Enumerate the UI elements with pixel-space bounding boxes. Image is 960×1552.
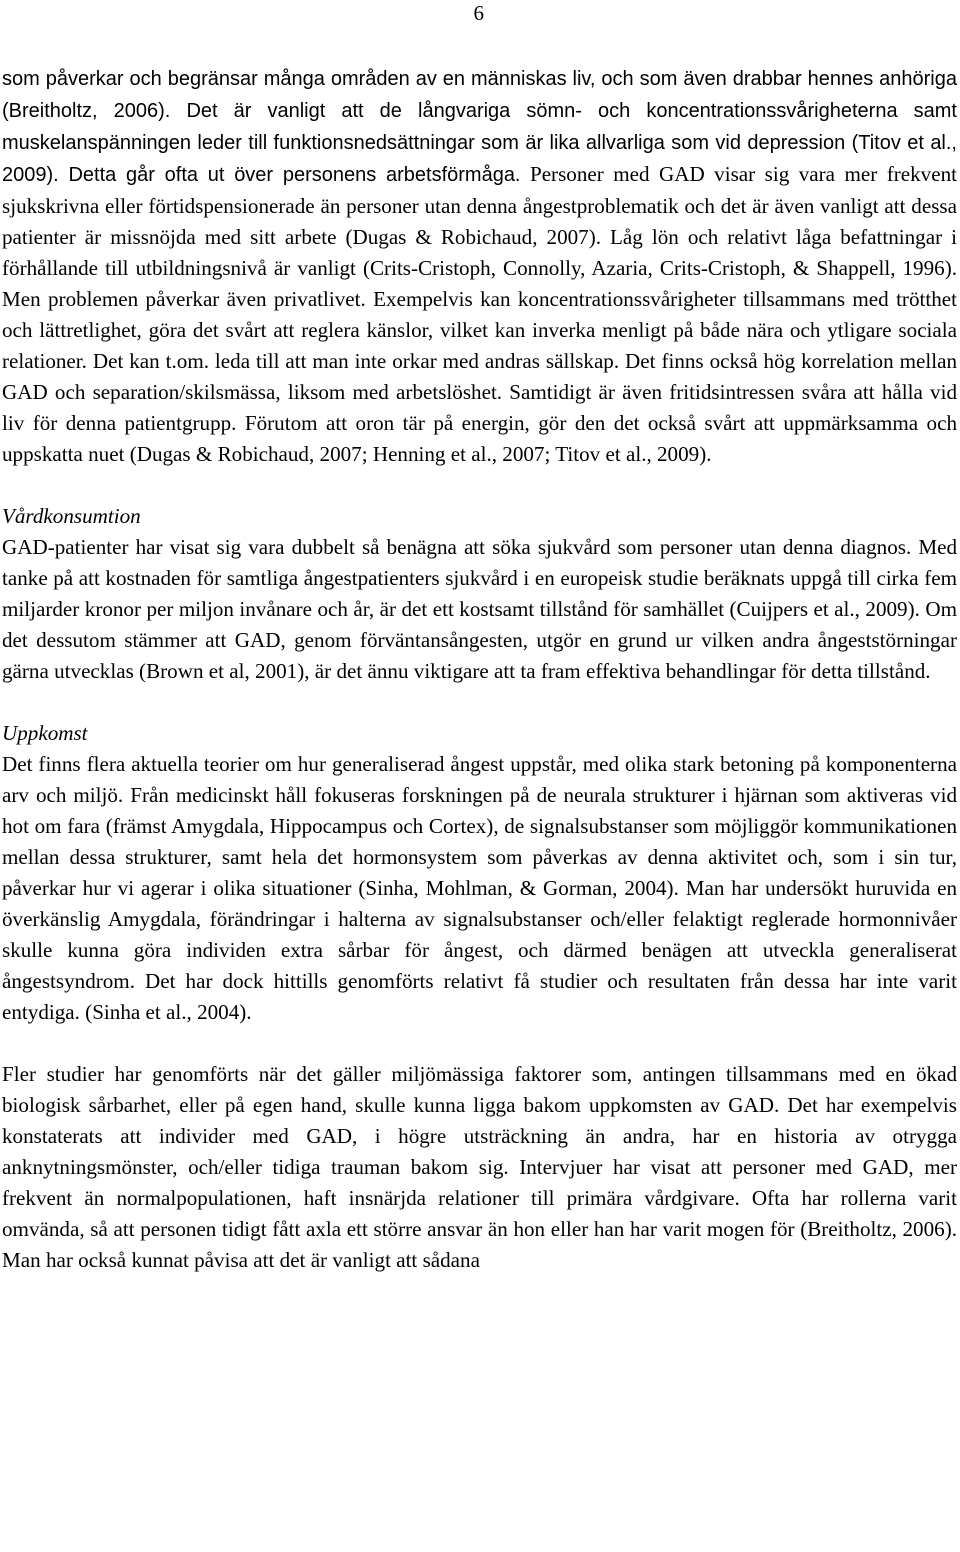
vardkonsumtion-paragraph: GAD-patienter har visat sig vara dubbelt så benägna att söka sjukvård som personer utan denna diagnos. Med tanke på att kostnaden för samtliga ångestpatienters sjukvård i en europeisk studie beräknats uppgå till cirka fem miljarder kronor per miljon invånare och år, är det ett kostsamt tillstånd för samhället (Cuijpers et al., 2009). Om det dessutom stämmer att GAD, genom förväntansångesten, utgör en grund ur vilken andra ångeststörningar gärna utvecklas (Brown et al, 2001), är det ännu viktigare att ta fram effektiva behandlingar för detta tillstånd.	[2, 535, 957, 683]
intro-paragraph	[2, 63, 957, 470]
uppkomst-paragraph-2: Fler studier har genomförts när det gäller miljömässiga faktorer som, antingen tillsammans med en ökad biologisk sårbarhet, eller på egen hand, skulle kunna ligga bakom uppkomsten av GAD. Det har exempelvis konstaterats att individer med GAD, i högre utsträckning än andra, har en historia av otrygga anknytningsmönster, och/eller tidiga trauman bakom sig. Intervjuer har visat att personer med GAD, mer frekvent än normalpopulationen, haft insnärjda relationer till primära vårdgivare. Ofta har rollerna varit omvända, så att personen tidigt fått axla ett större ansvar än hon eller han har varit mogen för (Breitholtz, 2006). Man har också kunnat påvisa att det är vanligt att sådana	[2, 1062, 957, 1272]
uppkomst-paragraph-1: Det finns flera aktuella teorier om hur generaliserad ångest uppstår, med olika stark betoning på komponenterna arv och miljö. Från medicinskt håll fokuseras forskningen på de neurala strukturer i hjärnan som aktiveras vid hot om fara (främst Amygdala, Hippocampus och Cortex), de signalsubstanser som möjliggör kommunikationen mellan dessa strukturer, samt hela det hormonsystem som påverkas av denna aktivitet och, som i sin tur, påverkar hur vi agerar i olika situationer (Sinha, Mohlman, & Gorman, 2004). Man har undersökt huruvida en överkänslig Amygdala, förändringar i halterna av signalsubstanser och/eller felaktigt reglerade hormonnivåer skulle kunna göra individen extra sårbar för ångest, och därmed benägen att utveckla generaliserat ångestsyndrom. Det har dock hittills genomförts relativt få studier och resultaten från dessa har inte varit entydiga. (Sinha et al., 2004).	[2, 752, 957, 1024]
intro-text-sans: som påverkar och begränsar många områden av en människas liv, och som även drabbar hennes anhöriga (Breitholtz, 2006). Det är vanligt att de långvariga sömn- och koncentrationssvårigheterna samt muskelanspänningen leder till funktionsnedsättningar som är lika allvarliga som vid depression (Titov et al., 2009).	[2, 68, 957, 186]
heading-vardkonsumtion: Vårdkonsumtion	[2, 504, 141, 528]
heading-uppkomst: Uppkomst	[2, 721, 88, 745]
intro-text-serif: Personer med GAD visar sig vara mer frekvent sjukskrivna eller förtidspensionerade än personer utan denna ångestproblematik och det är även vanligt att dessa patienter är missnöjda med sitt arbete (Dugas & Robichaud, 2007). Låg lön och relativt låga befattningar i förhållande till utbildningsnivå är vanligt (Crits-Cristoph, Connolly, Azaria, Crits-Cristoph, & Shappell, 1996). Men problemen påverkar även privatlivet. Exempelvis kan koncentrationssvårigheter tillsammans med trötthet och lättretlighet, göra det svårt att reglera känslor, vilket kan inverka menligt på både nära och ytligare sociala relationer. Det kan t.om. leda till att man inte orkar med andras sällskap. Det finns också hög korrelation mellan GAD och separation/skilsmässa, liksom med arbetslöshet. Samtidigt är även fritidsintressen svåra att hålla vid liv för denna patientgrupp. Förutom att oron tär på energin, gör den det också svårt att uppmärksamma och uppskatta nuet (Dugas & Robichaud, 2007; Henning et al., 2007; Titov et al., 2009).	[2, 162, 957, 466]
page-number: 6	[473, 1, 484, 25]
document-body	[2, 63, 957, 1276]
intro-text-sans-2: Detta går ofta ut över personens arbetsförmåga.	[58, 164, 521, 186]
